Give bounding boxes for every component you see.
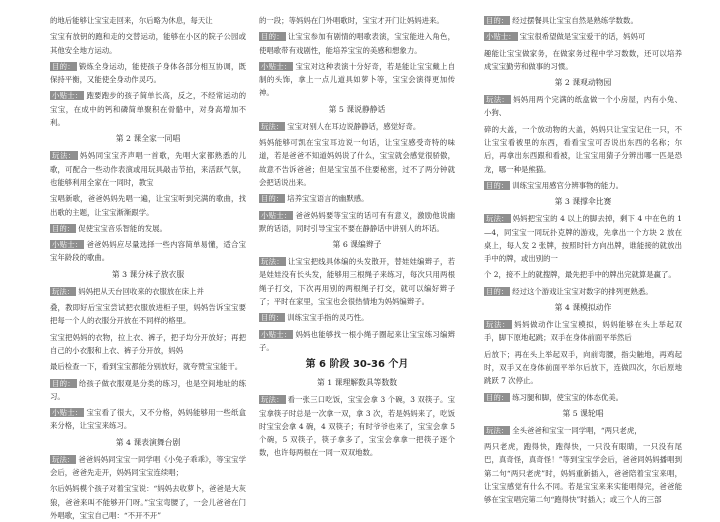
paragraph-text: 的一段；等妈妈在门外唱歌时，宝宝才开门让妈妈进来。 bbox=[259, 16, 444, 25]
paragraph-text: 看一张三口吃饭，宝宝会拿 3 个碗，3 双筷子。宝宝拿筷子时总是一次拿一双，拿 3 次，若是妈妈来了，吃饭时宝宝会拿 4 碗，4 双筷子；有时爷爷也来了，宝宝会拿 5 个碗，5 双筷子，筷子拿多了，宝宝会拿拿一把筷子逐个数，也许每两根在一同一双双地数。 bbox=[259, 395, 455, 458]
highlighted-label: 小贴士： bbox=[52, 91, 83, 101]
highlighted-label: 目的： bbox=[261, 313, 284, 323]
highlighted-label: 玩法： bbox=[261, 257, 284, 267]
paragraph-text: 宝宝很希望做是宝宝爱干的话，妈妈可 bbox=[519, 32, 646, 42]
paragraph bbox=[484, 47, 682, 74]
paragraph bbox=[484, 348, 682, 388]
paragraph-text: 宝宝看了很大，又不分格，妈妈能够用一些纸盒来分格，让宝宝来练习。 bbox=[50, 408, 246, 431]
paragraph bbox=[259, 60, 455, 100]
paragraph bbox=[259, 120, 455, 133]
paragraph bbox=[484, 93, 682, 120]
stage-heading: 第 6 阶段 30-36 个月 bbox=[305, 359, 409, 371]
highlighted-label: 目的： bbox=[486, 180, 509, 190]
paragraph-text: 给孩子做衣服观是分类的练习，也是空间地址的练习。 bbox=[50, 378, 246, 401]
highlighted-label: 小贴士： bbox=[261, 210, 292, 220]
paragraph-text: 碎的大盖，一个放动物的大盖，妈妈只让宝宝记住一只，不让宝宝看被里的东西，看看宝宝可否说出东西的名称；尔后，再拿出东西跟和看被，让宝宝用猜子分辨出哪一匹是恐龙，哪一种是熊猫。 bbox=[484, 124, 682, 174]
paragraph-text: 让宝宝把线具体编的头发散开，替娃娃编辫子，若是娃娃没有长头发，能够用三根绳子来练习，每次只用两根绳子打交，下次再用别的两根绳子打交，就可以编好辫子了；平时在家里，宝宝也会很热情地为妈妈编辫子。 bbox=[259, 257, 455, 307]
paragraph bbox=[50, 360, 246, 373]
paragraph bbox=[484, 123, 682, 176]
paragraph-text: 全头爸爸和宝宝一同学唱，“两只老虎， bbox=[512, 425, 642, 435]
paragraph-text: 后放下；再在头上举起双手，向前弯腰，指尖触地，再鸡起时，双手又在身体前面平举尔后放下，连做四次，尔后原地跳跃 7 次停止。 bbox=[484, 349, 682, 386]
paragraph-text: 宝宝对别人在耳边说静静话，感觉好奇。 bbox=[287, 121, 421, 131]
highlighted-label: 玩法： bbox=[52, 286, 75, 296]
paragraph bbox=[50, 377, 246, 404]
paragraph bbox=[50, 30, 246, 57]
paragraph-text: 锻炼全身运动，能使孩子身体各部分相互协调，既保持平衡，又能使全身动作灵巧。 bbox=[50, 61, 246, 85]
paragraph-text: 宝宝把妈妈的衣物，拉上衣、裤子，把子均分开放好；再把自己的小衣服和上衣、裤子分开放，妈妈 bbox=[50, 332, 246, 355]
highlighted-label: 目的： bbox=[486, 16, 509, 25]
highlighted-label: 玩法： bbox=[486, 320, 511, 330]
paragraph-text: 跑要跑步的孩子简单长高，反之，不经常运动的宝宝，在成中的钙和磷简单聚积在骨骼中，对身高增加不利。 bbox=[50, 91, 246, 128]
paragraph bbox=[259, 209, 455, 236]
paragraph bbox=[259, 14, 455, 27]
highlighted-label: 玩法： bbox=[486, 95, 510, 105]
paragraph bbox=[484, 424, 682, 437]
paragraph-text: 爸爸妈妈要等宝宝的话可有有意义，激励他说幽默的话语，同时引导宝宝不要在静静话中讲别人的坏话。 bbox=[259, 210, 455, 233]
paragraph bbox=[50, 453, 246, 480]
paragraph bbox=[484, 212, 682, 265]
lesson-heading: 第 3 课撑伞比赛 bbox=[554, 197, 612, 207]
text-column-left bbox=[50, 14, 246, 520]
paragraph-text: 培养宝宝语言的幽默感。 bbox=[287, 194, 369, 204]
paragraph-text: 宝宝有放钥的跑和走的交替运动，能够在小区的院子公园或其他安全地方运动。 bbox=[50, 32, 246, 55]
paragraph bbox=[259, 136, 455, 189]
paragraph bbox=[259, 255, 455, 308]
paragraph-text: 尔后妈妈模个孩子对着宝宝说：“妈妈去收萝卜，爸爸是大灰狼，爸爸来叫不能够开门呀。”宝宝弯腰了，一会儿爸爸在门外唱歌，宝宝自己唱：“不开不开” bbox=[50, 484, 246, 520]
lesson-heading: 第 6 课编辫子 bbox=[332, 240, 382, 250]
paragraph bbox=[50, 331, 246, 358]
paragraph bbox=[484, 14, 682, 27]
paragraph-text: 经过这个游戏让宝宝对数字的排列更熟悉。 bbox=[512, 286, 653, 296]
paragraph bbox=[259, 393, 455, 459]
highlighted-label: 玩法： bbox=[52, 151, 76, 161]
highlighted-label: 玩法： bbox=[486, 214, 509, 224]
highlighted-label: 目的： bbox=[486, 392, 509, 402]
paragraph-text: 趣能让宝宝做家务，在做家务过程中学习数数，还可以培养成宝宝勤劳和做事的习惯。 bbox=[484, 48, 682, 71]
highlighted-label: 小贴士： bbox=[261, 329, 292, 339]
highlighted-label: 目的： bbox=[52, 223, 75, 233]
paragraph-text: 练习腿和脚，使宝宝的体态优美。 bbox=[512, 392, 624, 402]
paragraph bbox=[484, 440, 682, 506]
paragraph bbox=[484, 391, 682, 404]
paragraph bbox=[259, 328, 455, 355]
paragraph bbox=[50, 301, 246, 328]
paragraph-text: 爸爸妈妈应尽量选择一些内容简单易懂，适合宝宝年龄段的歌曲。 bbox=[50, 240, 246, 263]
paragraph bbox=[50, 192, 246, 219]
lesson-heading: 第 4 课模拟动作 bbox=[554, 303, 612, 313]
highlighted-label: 小贴士： bbox=[261, 61, 292, 71]
lesson-heading: 第 2 课观动物园 bbox=[554, 78, 612, 88]
paragraph-text: 宝宝对这种表演十分好奇，若是能让宝宝戴上自制的头饰，拿上一点儿道具如萝卜等，宝宝会演得更加传神。 bbox=[259, 61, 455, 98]
highlighted-label: 玩法： bbox=[486, 425, 509, 435]
highlighted-label: 目的： bbox=[261, 32, 284, 42]
paragraph bbox=[50, 238, 246, 265]
paragraph-text: 叠，教即好后宝宝尝试把衣服放进柜子里，妈妈告诉宝宝要把每一个人的衣服分开放在不同样的格里。 bbox=[50, 303, 246, 326]
paragraph-text: 的地后能够让宝宝走回来，尔后略为休息，每天让 bbox=[50, 16, 213, 25]
paragraph-text: 妈妈也能够找一根小绳子圈起来让宝宝练习编辫子。 bbox=[259, 329, 455, 352]
paragraph-text: 促使宝宝音乐智能的发展。 bbox=[78, 223, 167, 233]
lesson-heading: 第 2 课全家一同唱 bbox=[115, 134, 181, 144]
paragraph-text: 最后检查一下，看到宝宝都能分别放好，就夸赞宝宝能干。 bbox=[50, 362, 243, 372]
highlighted-label: 小贴士： bbox=[486, 32, 516, 42]
paragraph-text: 妈妈用两个完满的纸盒做一个小房屋，内有小兔、小狗、 bbox=[484, 95, 682, 118]
paragraph bbox=[50, 482, 246, 522]
lesson-heading: 第 1 课理解数具等数数 bbox=[316, 378, 398, 388]
highlighted-label: 目的： bbox=[486, 286, 509, 296]
paragraph-text: 爸爸妈妈同宝宝一同学唱《小兔子乖乖》，等宝宝学会后，爸爸先走开，妈妈同宝宝连续唱； bbox=[50, 454, 246, 478]
paragraph bbox=[259, 192, 455, 205]
paragraph bbox=[259, 311, 455, 324]
paragraph bbox=[50, 14, 246, 27]
paragraph bbox=[50, 222, 246, 235]
paragraph-text: 让宝宝参加有剧情的唱歌表演，宝宝能进入角色，使唱歌带有戏剧性，能培养宝宝的美感和想象力。 bbox=[259, 32, 455, 55]
paragraph-text: 妈妈做动作让宝宝模拟，妈妈能够在头上举起双手，脚下原地起跳；双手在身体前面平举然后 bbox=[484, 320, 682, 343]
paragraph bbox=[50, 60, 246, 87]
highlighted-label: 玩法： bbox=[261, 121, 284, 131]
lesson-heading: 第 5 课轮唱 bbox=[562, 408, 604, 418]
lesson-heading: 第 4 课表演舞台剧 bbox=[115, 437, 181, 447]
paragraph bbox=[484, 179, 682, 192]
paragraph bbox=[50, 89, 246, 129]
paragraph bbox=[50, 149, 246, 189]
text-column-middle bbox=[259, 14, 455, 506]
paragraph bbox=[484, 285, 682, 298]
paragraph-text: 个 2，接不上的就搜牌，最先把手中的牌出完就算是赢了。 bbox=[484, 270, 676, 280]
paragraph-text: 妈妈能够可凯在宝宝耳边说一句话，让宝宝感受奇特的味道，若是爸爸不知道妈妈说了什么，宝宝就会感觉很骄傲，故意不告诉爸爸；但是宝宝虽不住要秘密，过不了两分钟就会把话说出来。 bbox=[259, 138, 455, 187]
paragraph-text: 妈妈把宝宝的 4 以上的脚去掉，剩下 4 中在色的 1—4，同宝宝一同玩扑克牌的游戏，先拿出一个方块 2 放在桌上，每人发 2 张牌，按照时针方向出牌，谁能接的就放出手中的牌，或出别的一 bbox=[484, 214, 682, 264]
highlighted-label: 目的： bbox=[261, 194, 284, 204]
lesson-heading: 第 3 课分袜子放衣服 bbox=[111, 269, 185, 279]
highlighted-label: 玩法： bbox=[52, 454, 75, 464]
paragraph bbox=[50, 406, 246, 433]
highlighted-label: 小贴士： bbox=[52, 240, 83, 250]
highlighted-label: 小贴士： bbox=[52, 408, 83, 418]
paragraph bbox=[259, 30, 455, 57]
text-column-right bbox=[484, 14, 682, 506]
paragraph-text: 训练宝宝手指的灵巧性。 bbox=[287, 313, 369, 323]
paragraph-text: 经过摆餐具让宝宝自然是熟练学数数。 bbox=[512, 16, 638, 25]
paragraph bbox=[484, 318, 682, 345]
paragraph-text: 宝唱新歌，爸爸妈妈先唱一遍，让宝宝听到完满的歌曲，找出歌的主题，让宝宝渐渐跟学。 bbox=[50, 194, 246, 217]
paragraph-text: 妈妈同宝宝齐声唱一首歌，先唱大家都熟悉的儿歌，可配合一些动作表演或用玩具敲击节拍，来活跃气氛，也能够利用全家在一同时，教宝 bbox=[50, 151, 246, 187]
lesson-heading: 第 5 课说静静话 bbox=[328, 104, 386, 114]
highlighted-label: 目的： bbox=[52, 61, 75, 71]
paragraph-text: 两只老虎，跑得快，跑得快，一只没有眼睛，一只没有尾巴，真奇怪，真奇怪！”等到宝宝学会后，爸爸同妈妈播唱到第二句“两只老虎”时，妈妈重新插入，爸爸陪着宝宝来唱，让宝宝感觉有什么不同。若是宝宝来来实能唱得完，爸爸能够在宝宝唱完第二句“跑得快”时插入；或三个人的三部 bbox=[484, 442, 682, 505]
paragraph bbox=[50, 285, 246, 298]
highlighted-label: 目的： bbox=[52, 378, 75, 388]
paragraph bbox=[484, 30, 682, 43]
paragraph-text: 训练宝宝用感官分辨事物的能力。 bbox=[512, 180, 624, 190]
highlighted-label: 玩法： bbox=[261, 395, 284, 405]
paragraph bbox=[484, 268, 682, 281]
paragraph-text: 妈妈把从天台回收来的衣服放在床上并 bbox=[78, 286, 204, 296]
